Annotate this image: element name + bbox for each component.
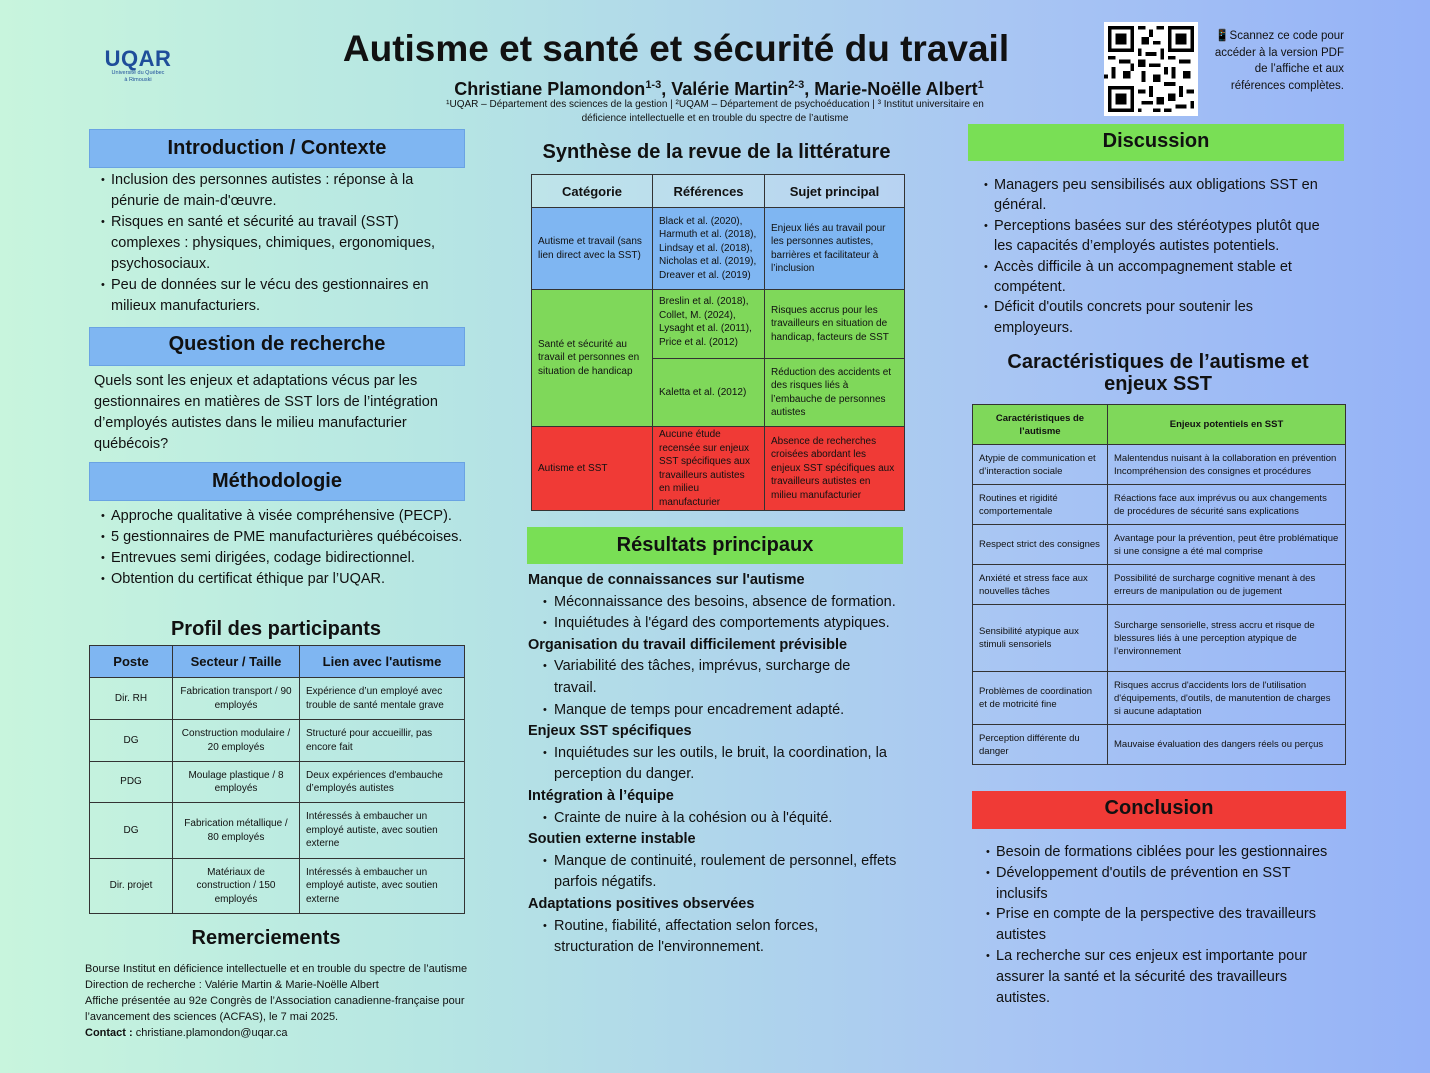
- result-heading: Intégration à l’équipe: [528, 787, 674, 804]
- remerciements-title: Remerciements: [191, 927, 341, 949]
- table-row: [90, 762, 465, 803]
- column-header: Poste: [90, 646, 173, 678]
- synthese-table: [531, 174, 905, 511]
- author-1: Christiane Plamondon: [454, 79, 646, 99]
- table-cell: Structuré pour accueillir, pas encore fait: [300, 720, 465, 762]
- conclusion-list: [986, 842, 1341, 1008]
- table-cell: Atypie de communication et d’interaction sociale: [973, 445, 1108, 485]
- table-cell: Fabrication transport / 90 employés: [173, 678, 300, 720]
- logo-text: UQAR: [104, 46, 172, 71]
- list-item: • Perceptions basées sur des stéréotypes plutôt que les capacités d’employés autistes potentiels.: [984, 216, 1334, 257]
- list-item: • Entrevues semi dirigées, codage bidirectionnel.: [101, 548, 466, 569]
- table-row: [973, 725, 1346, 765]
- table-cell: DG: [90, 803, 173, 859]
- profil-title: Profil des participants: [170, 618, 382, 640]
- result-heading: Soutien externe instable: [528, 831, 696, 848]
- table-row: [532, 208, 905, 290]
- table-row: [90, 859, 465, 914]
- list-item: • Déficit d'outils concrets pour soutenir les employeurs.: [984, 297, 1334, 338]
- category-cell: Autisme et SST: [532, 427, 653, 511]
- table-cell: Construction modulaire / 20 employés: [173, 720, 300, 762]
- caracteristiques-table: [972, 404, 1346, 765]
- table-cell: Sensibilité atypique aux stimuli sensoriels: [973, 605, 1108, 672]
- logo-subtitle-2: à Rimouski: [124, 77, 152, 83]
- table-cell: Expérience d’un employé avec trouble de santé mentale grave: [300, 678, 465, 720]
- list-item: • Manque de continuité, roulement de personnel, effets parfois négatifs.: [528, 851, 924, 894]
- refs-cell: Aucune étude recensée sur enjeux SST spécifiques aux travailleurs autistes en milieu manufacturier: [653, 427, 765, 511]
- refs-cell: Kaletta et al. (2012): [653, 359, 765, 427]
- question-header: Question de recherche: [89, 327, 465, 366]
- table-cell: Anxiété et stress face aux nouvelles tâches: [973, 565, 1108, 605]
- authors-line: [300, 74, 1138, 100]
- column-header: Références: [653, 175, 765, 208]
- list-item: • Manque de temps pour encadrement adapté.: [528, 700, 918, 722]
- table-row: [973, 565, 1346, 605]
- list-item: • Risques en santé et sécurité au travail (SST) complexes : physiques, chimiques, ergonomiques, psychosociaux.: [101, 212, 451, 275]
- table-row: [973, 445, 1346, 485]
- table-header-row: [973, 405, 1346, 445]
- list-item: • Managers peu sensibilisés aux obligations SST en général.: [984, 175, 1334, 216]
- table-cell: Dir. RH: [90, 678, 173, 720]
- contact-email[interactable]: christiane.plamondon@uqar.ca: [132, 1027, 288, 1039]
- list-item: • Besoin de formations ciblées pour les gestionnaires: [986, 842, 1341, 863]
- result-heading: Enjeux SST spécifiques: [528, 723, 692, 740]
- table-cell: Fabrication métallique / 80 employés: [173, 803, 300, 859]
- table-row: [973, 605, 1346, 672]
- category-cell: Santé et sécurité au travail et personnes en situation de handicap: [532, 290, 653, 427]
- column-header: Caractéristiques de l’autisme: [973, 405, 1108, 445]
- list-item: • Crainte de nuire à la cohésion ou à l'équité.: [528, 808, 918, 830]
- discussion-list: [984, 175, 1334, 338]
- table-header-row: [532, 175, 905, 208]
- remerciements-text: [85, 961, 480, 1041]
- question-text: Quels sont les enjeux et adaptations vécus par les gestionnaires en matières de SST lors de l’intégration d’employés autistes dans le milieu manufacturier québécois?: [94, 373, 438, 452]
- author-sep: ,: [804, 79, 815, 99]
- methodo-list: [101, 506, 466, 590]
- result-heading: Organisation du travail difficilement prévisible: [528, 636, 848, 653]
- table-cell: Dir. projet: [90, 859, 173, 914]
- list-item: • Variabilité des tâches, imprévus, surcharge de travail.: [528, 656, 874, 699]
- subject-cell: Réduction des accidents et des risques liés à l’embauche de personnes autistes: [765, 359, 905, 427]
- list-item: • Approche qualitative à visée compréhensive (PECP).: [101, 506, 466, 527]
- author-1-affil: 1-3: [645, 79, 662, 91]
- remerciement-line: Affiche présentée au 92e Congrès de l’Association canadienne-française pour l’avancement des sciences (ACFAS), le 7 mai 2025.: [85, 995, 465, 1023]
- intro-list: [101, 170, 451, 317]
- contact-label: Contact :: [85, 1027, 133, 1039]
- table-cell: Problèmes de coordination et de motricité fine: [973, 672, 1108, 725]
- author-sep: ,: [661, 79, 672, 99]
- table-row: [973, 672, 1346, 725]
- result-heading: Manque de connaissances sur l'autisme: [528, 572, 805, 588]
- list-item: • Routine, fiabilité, affectation selon forces, structuration de l'environnement.: [528, 916, 844, 959]
- author-3: Marie-Noëlle Albert: [814, 79, 978, 99]
- intro-header: Introduction / Contexte: [89, 129, 465, 168]
- list-item: • Inquiétudes à l'égard des comportements atypiques.: [528, 613, 918, 635]
- table-cell: Malentendus nuisant à la collaboration en prévention Incompréhension des consignes et procédures: [1108, 445, 1346, 485]
- author-2-affil: 2-3: [788, 79, 805, 91]
- table-cell: Routines et rigidité comportementale: [973, 485, 1108, 525]
- affiliations: ¹UQAR – Département des sciences de la gestion | ²UQAM – Département de psychoéducation | ³ Institut universitaire en déficience intellectuelle et en trouble du spectre de l’autisme: [446, 99, 984, 124]
- poster-title: Autisme et santé et sécurité du travail: [342, 28, 1010, 69]
- table-cell: Possibilité de surcharge cognitive menant à des erreurs de manipulation ou de jugement: [1108, 565, 1346, 605]
- table-cell: DG: [90, 720, 173, 762]
- logo-subtitle-1: Université du Québec: [111, 70, 165, 76]
- subject-cell: Absence de recherches croisées abordant les enjeux SST spécifiques aux travailleurs autistes en milieu manufacturier: [765, 427, 905, 511]
- list-item: • Inquiétudes sur les outils, le bruit, la coordination, la perception du danger.: [528, 743, 914, 786]
- author-3-affil: 1: [977, 79, 984, 91]
- table-row: [90, 720, 465, 762]
- table-cell: Surcharge sensorielle, stress accru et risque de blessures liés à une perception atypique de l’environnement: [1108, 605, 1346, 672]
- table-cell: Perception différente du danger: [973, 725, 1108, 765]
- qr-code[interactable]: [1104, 22, 1198, 116]
- table-cell: Intéressés à embaucher un employé autiste, avec soutien externe: [300, 859, 465, 914]
- list-item: • Obtention du certificat éthique par l’UQAR.: [101, 569, 466, 590]
- refs-cell: Black et al. (2020), Harmuth et al. (2018), Lindsay et al. (2018), Nicholas et al. (2019), Dreaver et al. (2019): [653, 208, 765, 290]
- list-item: • 5 gestionnaires de PME manufacturières québécoises.: [101, 527, 466, 548]
- table-cell: Intéressés à embaucher un employé autiste, avec soutien externe: [300, 803, 465, 859]
- table-row: [90, 803, 465, 859]
- author-2: Valérie Martin: [671, 79, 789, 99]
- table-row: [973, 485, 1346, 525]
- table-cell: Risques accrus d'accidents lors de l'utilisation d'équipements, d'outils, de manutention de charges si aucune adaptation: [1108, 672, 1346, 725]
- caracteristiques-title: Caractéristiques de l’autisme et enjeux SST: [1007, 351, 1309, 395]
- resultats-header: Résultats principaux: [527, 527, 903, 564]
- list-item: • Inclusion des personnes autistes : réponse à la pénurie de main-d'œuvre.: [101, 170, 451, 212]
- table-cell: Moulage plastique / 8 employés: [173, 762, 300, 803]
- table-header-row: [90, 646, 465, 678]
- table-row: [532, 290, 905, 359]
- table-cell: Réactions face aux imprévus ou aux changements de procédures de sécurité sans explications: [1108, 485, 1346, 525]
- table-row: [532, 427, 905, 511]
- qr-code-graphic: [1104, 22, 1198, 116]
- contact-line: [85, 1025, 480, 1041]
- table-cell: Respect strict des consignes: [973, 525, 1108, 565]
- qr-instruction: 📱Scannez ce code pour accéder à la version PDF de l’affiche et aux références complètes.: [1214, 30, 1344, 92]
- list-item: • Peu de données sur le vécu des gestionnaires en milieux manufacturiers.: [101, 275, 451, 317]
- list-item: • Accès difficile à un accompagnement stable et compétent.: [984, 257, 1334, 298]
- table-row: [973, 525, 1346, 565]
- column-header: Sujet principal: [765, 175, 905, 208]
- list-item: • Méconnaissance des besoins, absence de formation.: [528, 592, 918, 614]
- result-heading: Adaptations positives observées: [528, 895, 755, 912]
- list-item: • Développement d'outils de prévention en SST inclusifs: [986, 863, 1341, 905]
- participants-table: [89, 645, 465, 914]
- methodo-header: Méthodologie: [89, 462, 465, 501]
- table-cell: Mauvaise évaluation des dangers réels ou perçus: [1108, 725, 1346, 765]
- table-cell: PDG: [90, 762, 173, 803]
- table-row: [90, 678, 465, 720]
- column-header: Secteur / Taille: [173, 646, 300, 678]
- table-cell: Avantage pour la prévention, peut être problématique si une consigne a été mal comprise: [1108, 525, 1346, 565]
- resultats-body: [528, 570, 918, 959]
- table-cell: Matériaux de construction / 150 employés: [173, 859, 300, 914]
- subject-cell: Enjeux liés au travail pour les personnes autistes, barrières et facilitateur à l’inclusion: [765, 208, 905, 290]
- category-cell: Autisme et travail (sans lien direct avec la SST): [532, 208, 653, 290]
- column-header: Lien avec l'autisme: [300, 646, 465, 678]
- table-cell: Deux expériences d'embauche d’employés autistes: [300, 762, 465, 803]
- synthese-title: Synthèse de la revue de la littérature: [542, 141, 891, 163]
- remerciement-line: Bourse Institut en déficience intellectuelle et en trouble du spectre de l’autisme: [85, 963, 468, 975]
- uqar-logo: [96, 48, 180, 84]
- conclusion-header: Conclusion: [972, 791, 1346, 829]
- discussion-header: Discussion: [968, 124, 1344, 161]
- list-item: • Prise en compte de la perspective des travailleurs autistes: [986, 904, 1341, 946]
- subject-cell: Risques accrus pour les travailleurs en situation de handicap, facteurs de SST: [765, 290, 905, 359]
- column-header: Catégorie: [532, 175, 653, 208]
- refs-cell: Breslin et al. (2018), Collet, M. (2024), Lysaght et al. (2011), Price et al. (2012): [653, 290, 765, 359]
- column-header: Enjeux potentiels en SST: [1108, 405, 1346, 445]
- remerciement-line: Direction de recherche : Valérie Martin & Marie-Noëlle Albert: [85, 979, 379, 991]
- list-item: • La recherche sur ces enjeux est importante pour assurer la santé et la sécurité des travailleurs autistes.: [986, 946, 1341, 1008]
